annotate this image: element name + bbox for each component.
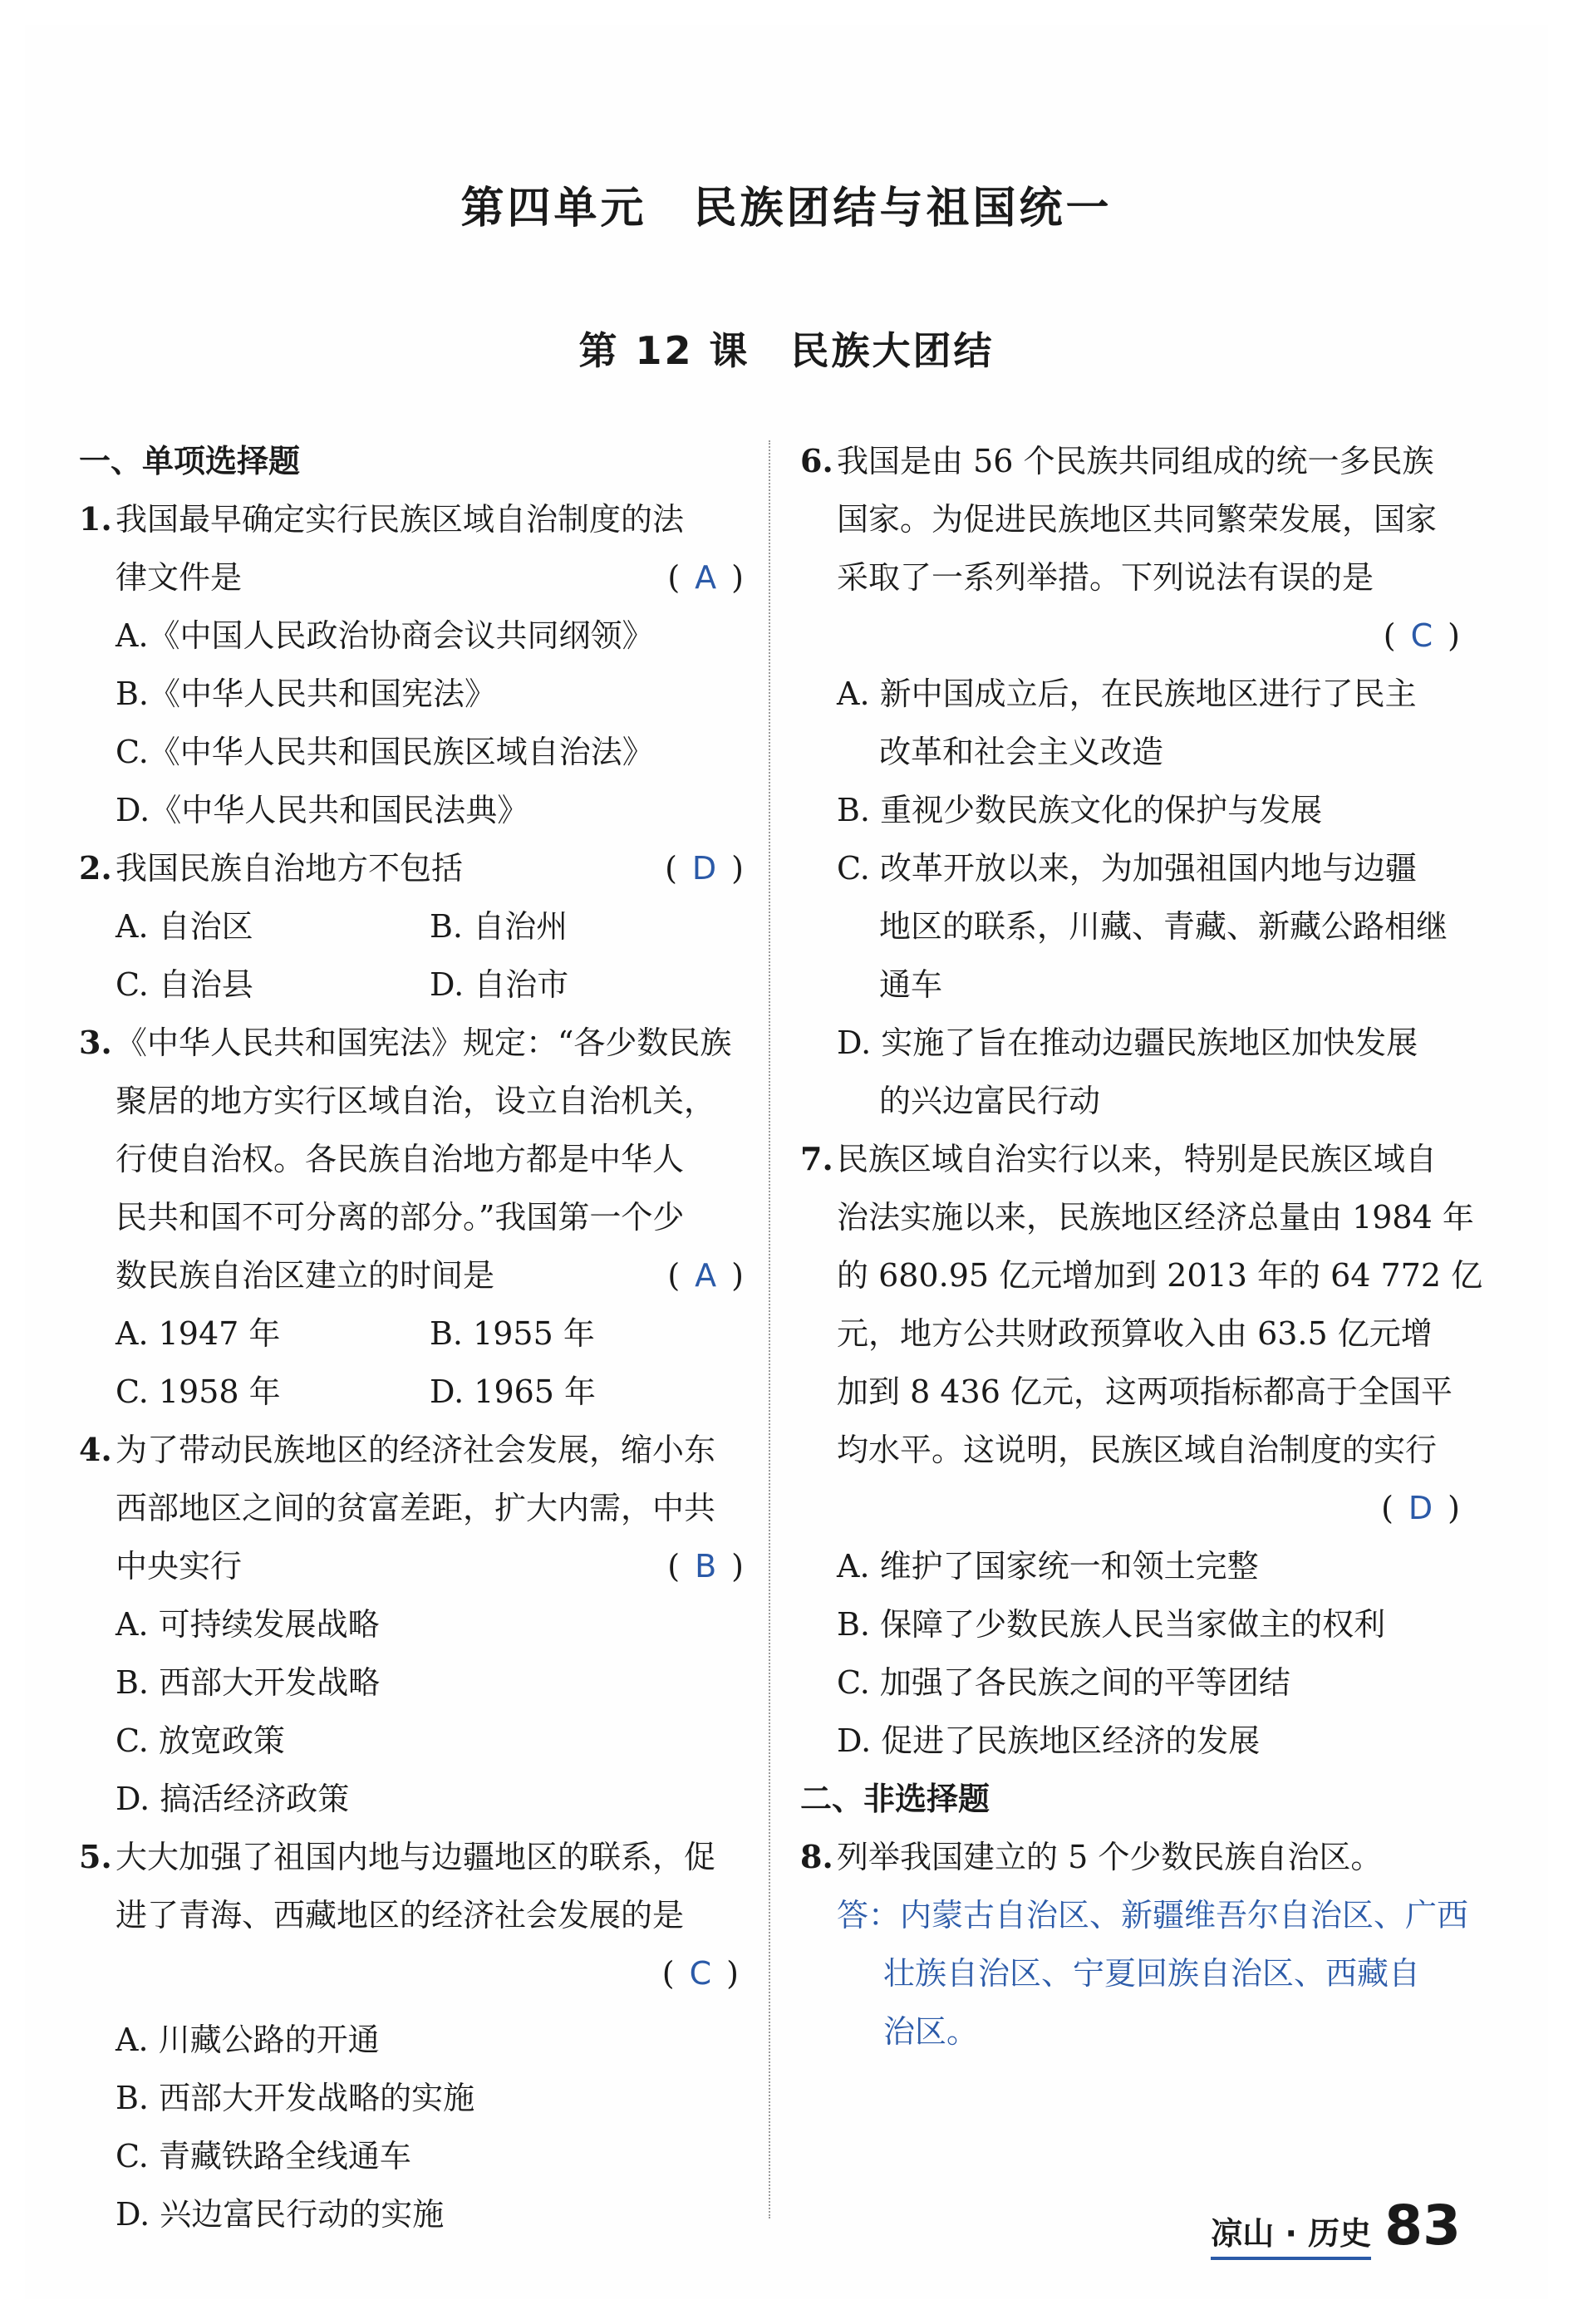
question-number: 4. — [79, 1431, 112, 1468]
unit-title: 第四单元 民族团结与祖国统一 — [460, 184, 1113, 233]
option: B.《中华人民共和国宪法》 — [116, 676, 497, 712]
question-text-line: 《中华人民共和国宪法》规定：“各少数民族 — [116, 1024, 732, 1061]
option: B. 重视少数民族文化的保护与发展 — [837, 792, 1323, 828]
section-heading-choice: 一、单项选择题 — [79, 443, 301, 479]
answer-bracket: ( C ) — [1383, 617, 1460, 654]
question-text-line: 进了青海、西藏地区的经济社会发展的是 — [116, 1897, 685, 1933]
option-row — [79, 1304, 744, 1363]
answer-text: 壮族自治区、宁夏回族自治区、西藏自 — [883, 1955, 1421, 1992]
option: A. 新中国成立后，在民族地区进行了民主 — [837, 676, 1417, 712]
answer-choice: A — [695, 559, 717, 596]
answer-bracket: ( A ) — [667, 1257, 744, 1294]
answer-choice: D — [691, 850, 717, 887]
question-text-line: 聚居的地方实行区域自治，设立自治机关， — [116, 1083, 716, 1119]
option: B. 保障了少数民族人民当家做主的权利 — [837, 1606, 1386, 1643]
option: D. 自治市 — [430, 966, 569, 1003]
question-number: 3. — [79, 1024, 112, 1061]
left-column — [79, 432, 744, 2243]
question-number: 7. — [800, 1140, 833, 1177]
option: C. 1958 年 — [116, 1373, 281, 1410]
option: C. 放宽政策 — [116, 1722, 285, 1759]
option: A. 自治区 — [116, 908, 253, 945]
answer-choice: D — [1408, 1490, 1433, 1526]
option: A. 1947 年 — [116, 1315, 281, 1352]
option: D. 兴边富民行动的实施 — [116, 2196, 445, 2233]
question-1 — [79, 490, 744, 839]
question-5 — [79, 1828, 744, 2243]
question-text-line: 行使自治权。各民族自治地方都是中华人 — [116, 1141, 685, 1177]
question-number: 5. — [79, 1838, 112, 1875]
answer-bracket: ( D ) — [1381, 1490, 1460, 1526]
option-row — [79, 897, 744, 956]
question-text-line: 的 680.95 亿元增加到 2013 年的 64 772 亿 — [837, 1257, 1483, 1294]
question-text-line: 国家。为促进民族地区共同繁荣发展，国家 — [837, 501, 1438, 538]
option-continuation: 通车 — [879, 966, 943, 1003]
answer-bracket: ( C ) — [661, 1955, 739, 1992]
page-number: 83 — [1384, 2194, 1461, 2258]
option: C. 加强了各民族之间的平等团结 — [837, 1664, 1290, 1701]
option-row — [79, 1363, 744, 1421]
answer-choice: B — [695, 1548, 717, 1585]
option: A.《中国人民政治协商会议共同纲领》 — [116, 617, 654, 654]
question-number: 8. — [800, 1838, 833, 1875]
question-text-line: 加到 8 436 亿元，这两项指标都高于全国平 — [837, 1373, 1453, 1410]
question-text: 数民族自治区建立的时间是 — [116, 1257, 495, 1294]
question-text-line — [79, 548, 744, 607]
question-text-line: 为了带动民族地区的经济社会发展，缩小东 — [116, 1432, 716, 1468]
page-footer — [1211, 2194, 1461, 2260]
answer-choice: A — [695, 1257, 717, 1294]
question-text: 律文件是 — [116, 559, 243, 596]
option: A. 川藏公路的开通 — [116, 2022, 380, 2058]
column-divider — [769, 440, 770, 2218]
question-text-line: 大大加强了祖国内地与边疆地区的联系，促 — [116, 1839, 716, 1875]
option: D.《中华人民共和国民法典》 — [116, 792, 529, 828]
question-number: 1. — [79, 500, 112, 538]
question-4 — [79, 1421, 744, 1828]
option: D. 搞活经济政策 — [116, 1781, 350, 1817]
option: C. 改革开放以来，为加强祖国内地与边疆 — [837, 850, 1417, 887]
option-continuation: 地区的联系，川藏、青藏、新藏公路相继 — [879, 908, 1448, 945]
answer-text: 治区。 — [883, 2013, 979, 2050]
option: B. 西部大开发战略 — [116, 1664, 381, 1701]
section-heading-non-choice: 二、非选择题 — [800, 1781, 990, 1817]
option: C. 青藏铁路全线通车 — [116, 2138, 411, 2174]
footer-label: 凉山 · 历史 — [1211, 2208, 1371, 2260]
answer-text: 答：内蒙古自治区、新疆维吾尔自治区、广西 — [837, 1897, 1469, 1933]
question-text-line: 民族区域自治实行以来，特别是民族区域自 — [837, 1141, 1438, 1177]
answer-bracket: ( D ) — [665, 850, 744, 887]
option-continuation: 的兴边富民行动 — [879, 1083, 1101, 1119]
answer-choice: C — [1410, 617, 1433, 654]
question-text-line — [79, 839, 744, 897]
question-text-line: 均水平。这说明，民族区域自治制度的实行 — [837, 1432, 1438, 1468]
option: A. 可持续发展战略 — [116, 1606, 380, 1643]
answer-bracket: ( A ) — [667, 559, 744, 596]
right-column — [800, 432, 1483, 2061]
option: D. 1965 年 — [430, 1373, 597, 1410]
option: A. 维护了国家统一和领土完整 — [837, 1548, 1259, 1585]
question-text-line — [79, 1246, 744, 1304]
question-text: 中央实行 — [116, 1548, 243, 1585]
option: D. 促进了民族地区经济的发展 — [837, 1722, 1261, 1759]
question-8 — [800, 1828, 1469, 2061]
option-continuation: 改革和社会主义改造 — [879, 734, 1164, 770]
question-text-line: 元，地方公共财政预算收入由 63.5 亿元增 — [837, 1315, 1433, 1352]
answer-choice: C — [689, 1955, 712, 1992]
lesson-title: 第 12 课 民族大团结 — [578, 328, 995, 373]
question-text: 我国民族自治地方不包括 — [116, 850, 464, 887]
option: C.《中华人民共和国民族区域自治法》 — [116, 734, 654, 770]
option-row — [79, 956, 744, 1014]
question-number: 2. — [79, 849, 112, 887]
option: D. 实施了旨在推动边疆民族地区加快发展 — [837, 1024, 1418, 1061]
question-text-line: 我国是由 56 个民族共同组成的统一多民族 — [837, 443, 1434, 479]
question-6 — [800, 432, 1465, 1130]
option: B. 西部大开发战略的实施 — [116, 2080, 475, 2116]
answer-bracket: ( B ) — [667, 1548, 744, 1585]
option: C. 自治县 — [116, 966, 253, 1003]
question-text-line: 治法实施以来，民族地区经济总量由 1984 年 — [837, 1199, 1474, 1236]
question-text-line: 列举我国建立的 5 个少数民族自治区。 — [837, 1839, 1383, 1875]
question-number: 6. — [800, 442, 833, 479]
question-text-line: 西部地区之间的贫富差距，扩大内需，中共 — [116, 1490, 716, 1526]
question-3 — [79, 1014, 744, 1421]
question-2 — [79, 839, 744, 1014]
option: B. 自治州 — [430, 908, 568, 945]
question-text-line: 采取了一系列举措。下列说法有误的是 — [837, 559, 1374, 596]
question-text-line: 我国最早确定实行民族区域自治制度的法 — [116, 501, 685, 538]
option: B. 1955 年 — [430, 1315, 595, 1352]
question-text-line: 民共和国不可分离的部分。”我国第一个少 — [116, 1199, 685, 1236]
question-text-line — [79, 1537, 744, 1595]
question-7 — [800, 1130, 1483, 1770]
